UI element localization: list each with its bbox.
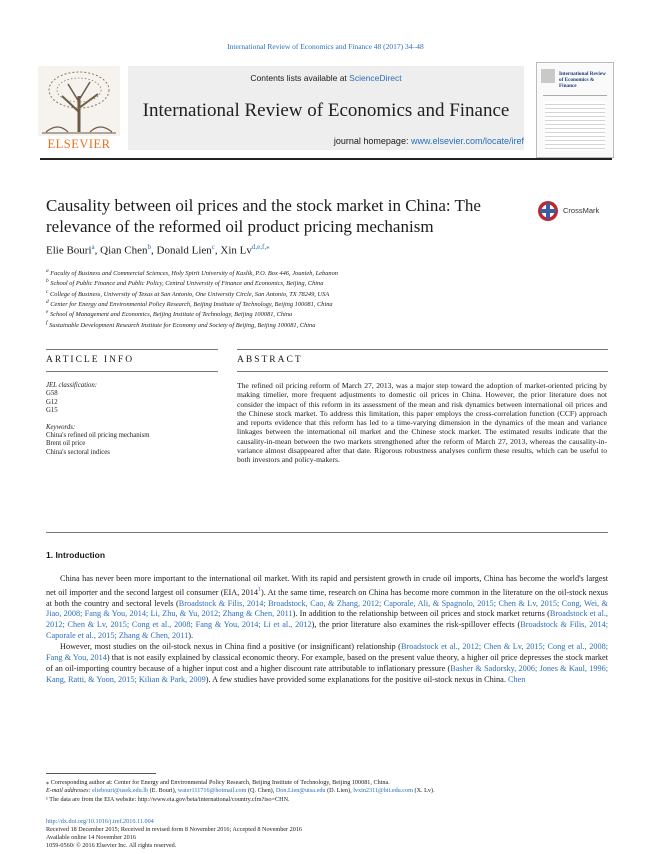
footnote-rule bbox=[46, 773, 156, 774]
introduction-heading: 1. Introduction bbox=[46, 550, 106, 560]
author-sup[interactable]: d,e,f,⁎ bbox=[251, 243, 270, 251]
cover-contents-lines bbox=[545, 101, 605, 151]
footnote-ref[interactable]: 1 bbox=[258, 586, 262, 593]
citation-link[interactable]: Broadstock et al., 2012; Chen & Lv, 2015; Cong et al., 2008; Fang & You, 2014; Li et al., 2012 bbox=[46, 609, 608, 630]
introduction-body bbox=[46, 574, 608, 686]
affiliation: $^b$ School of Public Finance and Public Policy, Central University of Finance and Economics, Beijing, China bbox=[46, 278, 324, 288]
elsevier-logo bbox=[38, 66, 120, 152]
keyword: China's refined oil pricing mechanism bbox=[46, 432, 150, 440]
abstract-heading: ABSTRACT bbox=[237, 355, 303, 365]
author-sup[interactable]: c bbox=[211, 243, 215, 251]
email-link[interactable]: water111716@hotmail.com bbox=[177, 787, 247, 795]
article-info-rule bbox=[46, 371, 218, 372]
citation-link[interactable]: Broadstock & Filis, 2014; Broadstock, Cao, & Zhang, 2012; Caporale, Ali, & Spagnolo, 2015; Chen & Lv, 2015; Cong, Wei, & Jiao, 2008; Fang & You, 2014; Li, Zhu, & Yu, 2012; Zhang & Chen, 2011 bbox=[46, 598, 608, 619]
citation-link[interactable]: Broadstock & Filis, 2014; Caporale et al., 2015; Zhang & Chen, 2011 bbox=[46, 620, 608, 641]
elsevier-wordmark: ELSEVIER bbox=[47, 137, 111, 151]
author-list: Elie Bouri$^a$, Qian Chen$^b$, Donald Lien$^c$, Xin $Lv^{d,e,f,⁎}$ bbox=[46, 243, 270, 257]
received-dates: Received 18 December 2015; Received in revised form 8 November 2016; Accepted 8 November 2016 bbox=[46, 826, 303, 834]
abstract-rule bbox=[237, 371, 608, 372]
cover-title: International Review of Economics & Finance bbox=[559, 71, 606, 89]
homepage-link[interactable]: www.elsevier.com/locate/iref bbox=[410, 136, 524, 146]
section-rule bbox=[46, 532, 608, 533]
citation-link[interactable]: Broadstock et al., 2012; Chen & Lv, 2015; Cong et al., 2008; Fang & You, 2014 bbox=[46, 642, 608, 663]
email-addresses: E-mail addresses: eliebouri@usek.edu.lb (E. Bouri), water111716@hotmail.com (Q. Chen), Don.Lien@utsa.edu (D. Lien), lvxin2311@bit.edu.com (X. Lv). bbox=[46, 787, 435, 795]
keywords-label: Keywords: bbox=[46, 423, 76, 431]
publication-info bbox=[46, 818, 302, 850]
jel-code: G58 bbox=[46, 390, 58, 398]
cover-divider bbox=[543, 95, 607, 96]
affiliation: $^e$ School of Management and Economics, Beijing Institute of Technology, Beijing 100081, China bbox=[46, 309, 293, 319]
article-info-heading: ARTICLE INFO bbox=[46, 355, 135, 365]
journal-reference[interactable]: International Review of Economics and Finance 48 (2017) 34–48 bbox=[227, 42, 424, 51]
author-name[interactable]: Elie Bouri bbox=[46, 244, 92, 257]
keyword: China's sectoral indices bbox=[46, 448, 110, 456]
doi-link[interactable]: http://dx.doi.org/10.1016/j.iref.2016.11.004 bbox=[46, 818, 154, 825]
header-rule bbox=[40, 158, 612, 160]
crossmark-label: CrossMark bbox=[563, 206, 600, 215]
journal-title: International Review of Economics and Finance bbox=[142, 100, 510, 121]
cover-logo bbox=[541, 69, 555, 83]
abstract-text: The refined oil pricing reform of March 27, 2013, was a major step toward the adoption of market-oriented pricing by making timelier, more frequent adjustments to domestic oil prices in China. However, the prior literature does not consider the impact of this reform in its assessment of the mean and risk dynamics between international oil prices and the Chinese stock market. To address this limitation, this paper employs the cross-correlation function (CCF) approach and reports evidence that this reform has led to a time-varying dimension in the dynamics of the mean and variance linkages between the international oil market and the Chinese stock market. The estimated results indicate that the causality-in-mean between the two markets strengthened after the reform of March 27, 2013, whereas the causality-in-variance almost disappeared after that date. Rigorous robustness analyses confirm these results, which can be useful to both investors and policy-makers. bbox=[237, 381, 607, 464]
article-info-rule bbox=[46, 349, 218, 350]
author-sup[interactable]: a bbox=[91, 243, 95, 251]
email-link[interactable]: lvxin2311@bit.edu.com bbox=[353, 787, 413, 795]
crossmark-icon bbox=[537, 200, 559, 222]
affiliation: $^f$ Sustainable Development Research Institute for Economy and Society of Beijing, Beijing 100081, China bbox=[46, 320, 316, 330]
email-link[interactable]: eliebouri@usek.edu.lb bbox=[92, 787, 149, 795]
jel-code: G12 bbox=[46, 398, 58, 406]
author-name[interactable]: Qian Chen bbox=[100, 244, 148, 257]
contents-line: Contents lists available at ScienceDirect bbox=[250, 73, 402, 83]
citation-link[interactable]: Basher & Sadorsky, 2006; Jones & Kaul, 1996; Kang, Ratti, & Yoon, 2015; Kilian & Park, 2009 bbox=[46, 664, 608, 684]
affiliation: $^d$ Center for Energy and Environmental Policy Research, Beijing Institute of Technology, Beijing 100081, China bbox=[46, 299, 333, 309]
jel-label: JEL classification: bbox=[46, 382, 98, 389]
author-sup[interactable]: b bbox=[147, 243, 151, 251]
corresponding-author-note: ⁎ Corresponding author at: Center for Energy and Environmental Policy Research, Beijing Institute of Technology, Beijing 100081, China. bbox=[46, 779, 390, 786]
sciencedirect-link[interactable]: ScienceDirect bbox=[349, 73, 402, 83]
citation-link[interactable]: Chen bbox=[507, 674, 526, 684]
jel-code: G15 bbox=[46, 407, 58, 415]
footnote-1: ¹ The data are from the EIA website: http://www.eia.gov/beta/international/country.cfm?iso=CHN. bbox=[46, 795, 290, 803]
article-title: Causality between oil prices and the stock market in China: The relevance of the reformed oil product pricing mechanism bbox=[46, 196, 481, 236]
journal-cover-thumbnail bbox=[536, 62, 614, 158]
available-online: Available online 14 November 2016 bbox=[46, 834, 136, 842]
keyword: Brent oil price bbox=[46, 440, 86, 448]
crossmark-badge[interactable] bbox=[537, 198, 617, 226]
copyright: 1059-0560/ © 2016 Elsevier Inc. All rights reserved. bbox=[46, 842, 177, 850]
paragraph: China has never been more important to the international oil market. With its rapid and persistent growth in crude oil imports, China has become the world's largest net oil importer and the second largest oil consumer (EIA, 2014$^1$). At the same time, research on China has become more common in the literature on the oil-stock nexus at both the country and sectoral levels (Broadstock & Filis, 2014; Broadstock, Cao, & Zhang, 2012; Caporale, Ali, & Spagnolo, 2015; Chen & Lv, 2015; Cong, Wei, & Jiao, 2008; Fang & You, 2014; Li, Zhu, & Yu, 2012; Zhang & Chen, 2011). In addition to the relationship between oil prices and stock market returns (Broadstock et al., 2012; Chen & Lv, 2015; Cong et al., 2008; Fang & You, 2014; Li et al., 2012), the prior literature also examines the risk-spillover effects (Broadstock & Filis, 2014; Caporale et al., 2015; Zhang & Chen, 2011). bbox=[46, 574, 609, 641]
email-link[interactable]: Don.Lien@utsa.edu bbox=[275, 787, 326, 795]
author-name[interactable]: Donald Lien bbox=[156, 244, 212, 257]
author-name[interactable]: Xin Lv bbox=[220, 244, 252, 257]
footnotes bbox=[46, 779, 608, 804]
homepage-line: journal homepage: www.elsevier.com/locate/iref bbox=[333, 136, 524, 146]
article-info-block bbox=[46, 382, 150, 457]
paragraph: However, most studies on the oil-stock nexus in China find a positive (or insignificant) relationship (Broadstock et al., 2012; Chen & Lv, 2015; Cong et al., 2008; Fang & You, 2014) that is not easily explained by classical economic theory. For example, based on the present value theory, a higher oil price depresses the stock market of an oil-importing country because of a higher input cost and a higher discount rate attributable to inflationary pressure (Basher & Sadorsky, 2006; Jones & Kaul, 1996; Kang, Ratti, & Yoon, 2015; Kilian & Park, 2009). A few studies have provided some explanations for the positive oil-stock nexus in China. Chen bbox=[46, 642, 608, 684]
affiliation: $^c$ College of Business, University of Texas at San Antonio, One University Circle, San Antonio, TX 78249, USA bbox=[46, 289, 330, 299]
abstract-rule bbox=[237, 349, 608, 350]
spacer bbox=[46, 416, 150, 424]
affiliation: $^a$ Faculty of Business and Commercial Sciences, Holy Spirit University of Kaslik, P.O. Box 446, Jounieh, Lebanon bbox=[46, 268, 338, 278]
